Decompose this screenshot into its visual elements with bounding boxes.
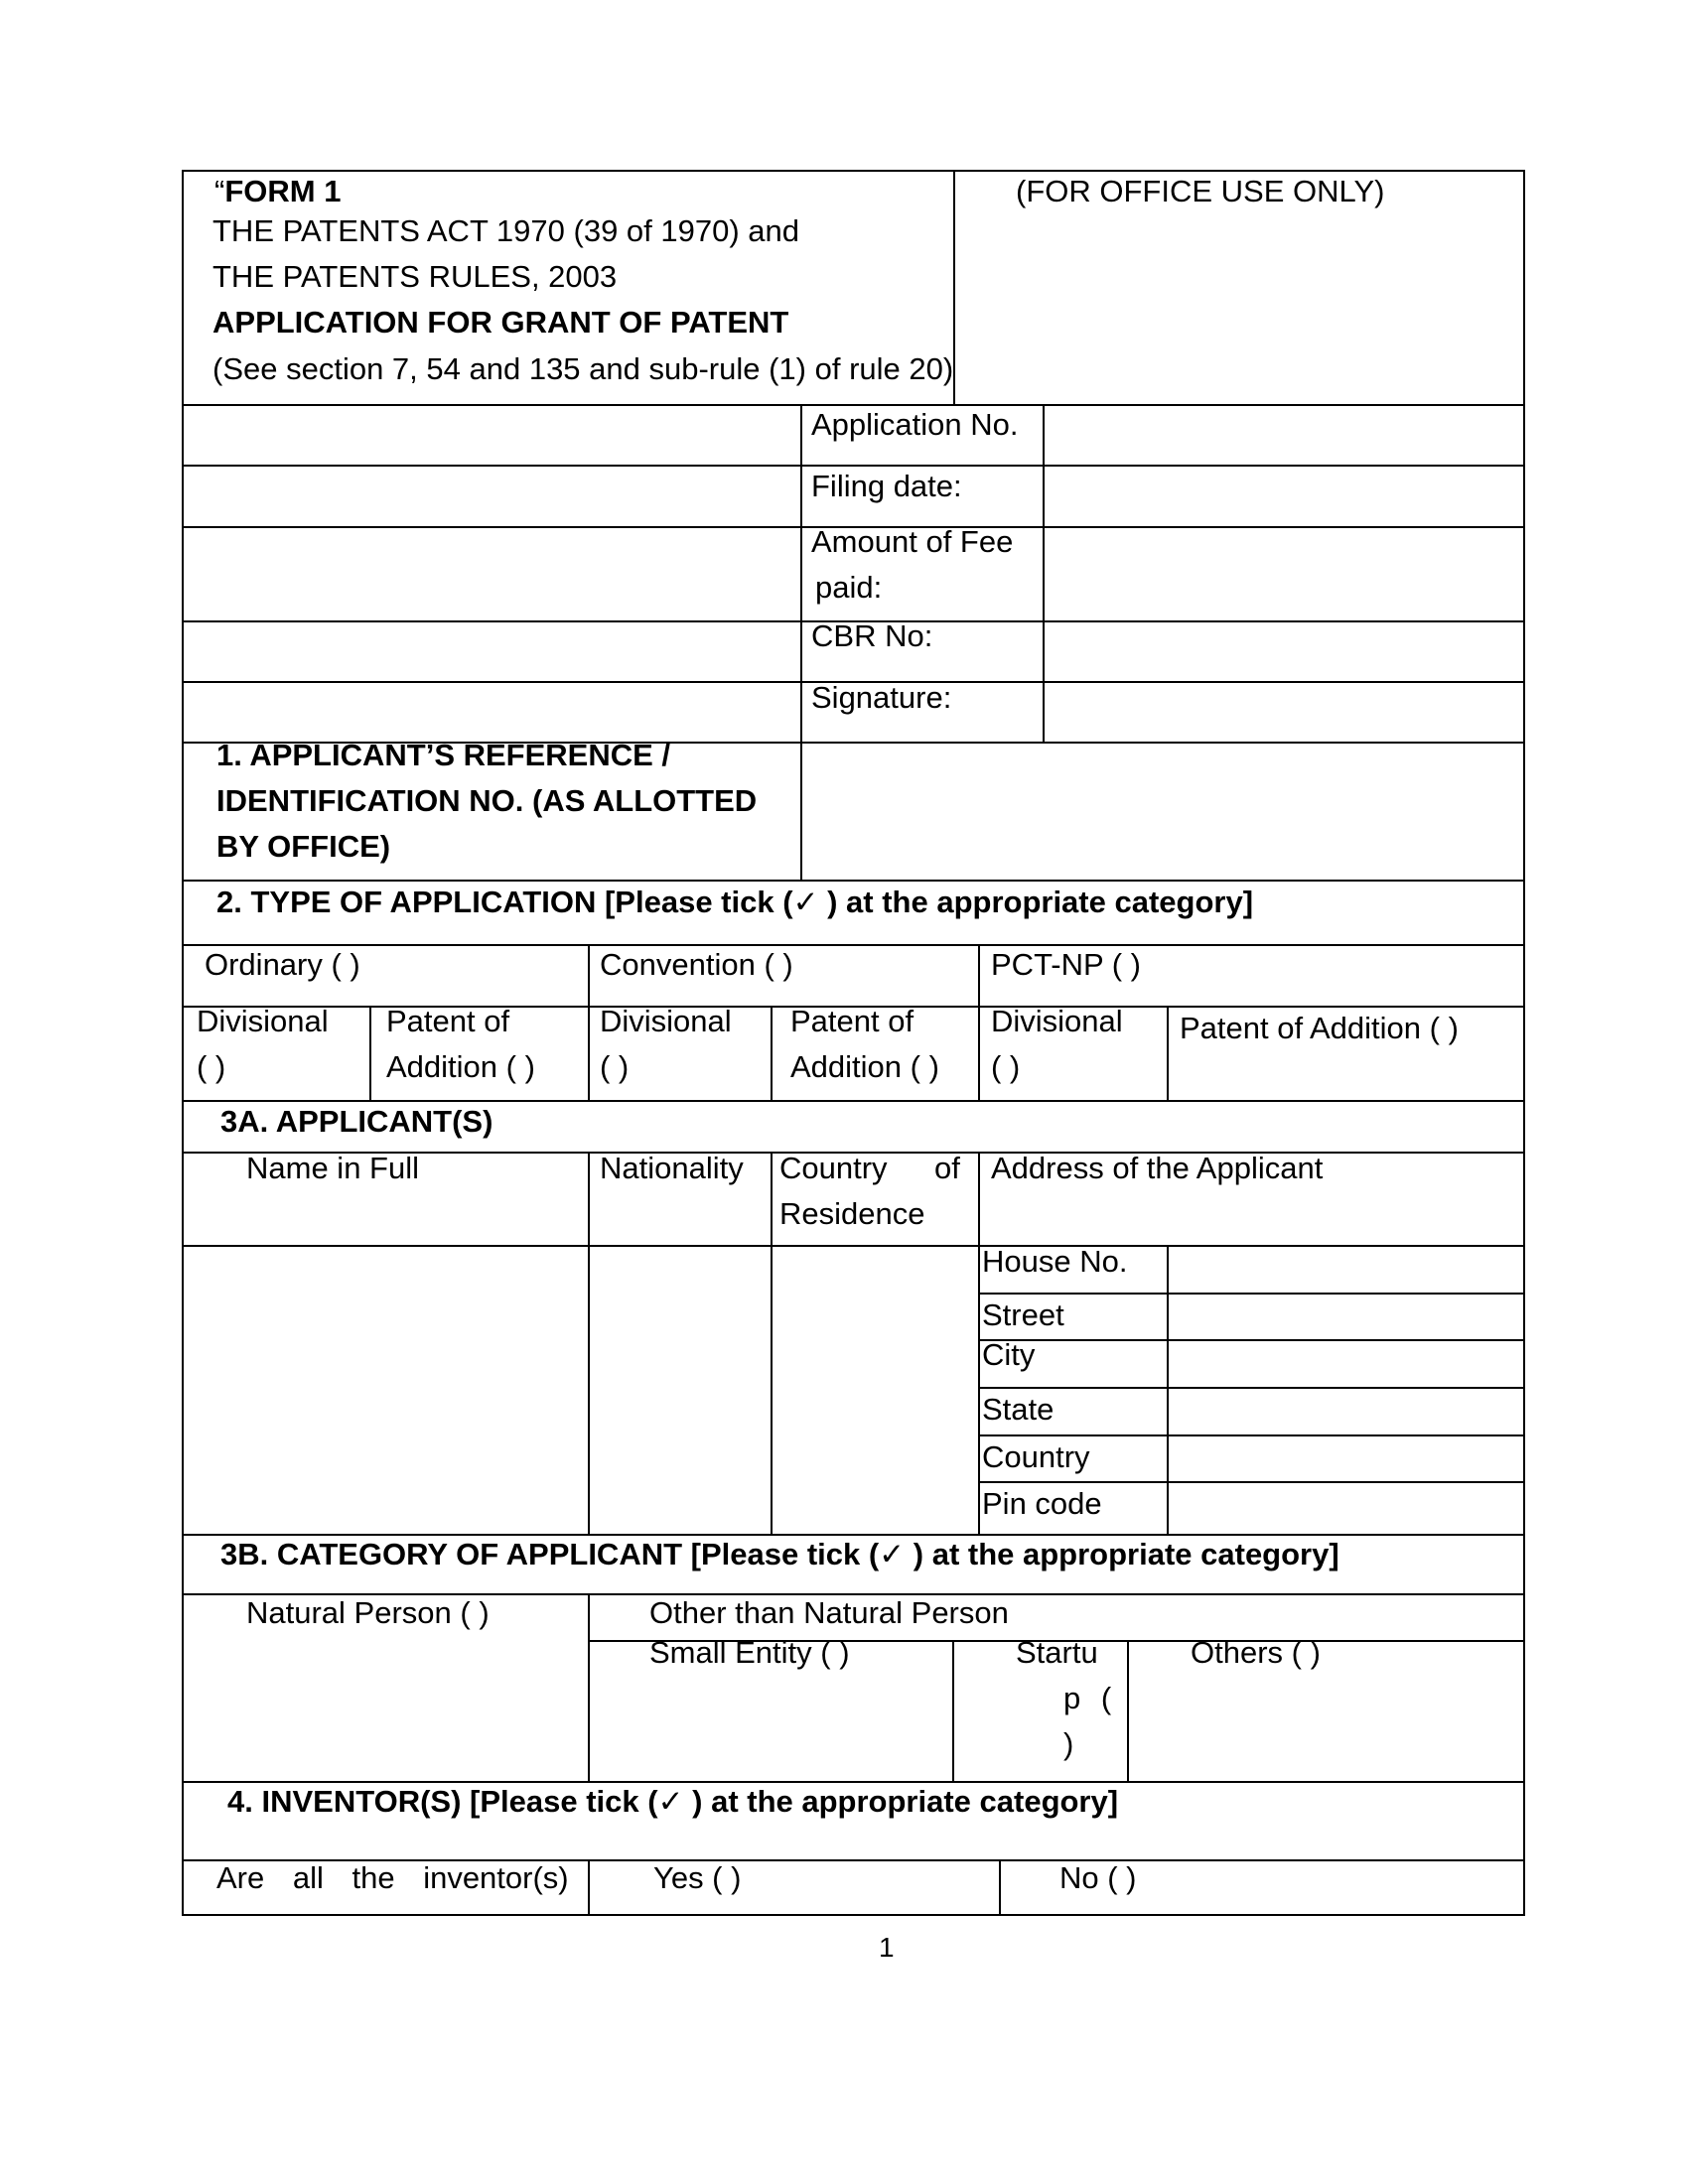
page-number: 1	[879, 1932, 895, 1963]
office-col-divider-2	[1043, 404, 1045, 743]
section1-heading-line1: 1. APPLICANT’S REFERENCE /	[216, 738, 671, 772]
small-entity-option[interactable]: Small Entity ( )	[649, 1635, 850, 1670]
subtype-divider-1	[369, 1006, 371, 1100]
type-col-divider-2	[978, 944, 980, 1100]
nationality-header: Nationality	[600, 1151, 744, 1185]
startup-option-line2: p (	[1063, 1681, 1112, 1715]
office-use-label: (FOR OFFICE USE ONLY)	[1016, 174, 1385, 208]
section1-divider	[800, 742, 802, 881]
section4-heading: 4. INVENTOR(S) [Please tick (✓ ) at the appropriate category]	[227, 1784, 1119, 1819]
subtype-divider-2	[771, 1006, 773, 1100]
amount-fee-label-2: paid:	[815, 570, 883, 605]
form-title: “FORM 1	[214, 174, 342, 208]
convention-addition-option[interactable]: Patent of	[790, 1004, 914, 1038]
inventor-divider-1	[588, 1859, 590, 1916]
country-residence-line2: Residence	[779, 1196, 925, 1231]
rules-line: THE PATENTS RULES, 2003	[212, 259, 618, 294]
address-country-label: Country	[982, 1439, 1090, 1474]
natural-person-option[interactable]: Natural Person ( )	[246, 1595, 490, 1630]
convention-option[interactable]: Convention ( )	[600, 947, 793, 982]
subtype-divider-3	[1167, 1006, 1169, 1100]
address-field-divider	[1167, 1245, 1169, 1534]
act-line: THE PATENTS ACT 1970 (39 of 1970) and	[212, 213, 800, 248]
other-than-natural-label: Other than Natural Person	[649, 1595, 1009, 1630]
pct-divisional-option[interactable]: Divisional	[991, 1004, 1123, 1038]
section3a-heading: 3A. APPLICANT(S)	[220, 1104, 493, 1139]
ordinary-addition-line2: Addition ( )	[386, 1049, 535, 1084]
category-divider	[588, 1593, 590, 1781]
convention-addition-line2: Addition ( )	[790, 1049, 939, 1084]
others-option[interactable]: Others ( )	[1191, 1635, 1321, 1670]
section-reference: (See section 7, 54 and 135 and sub-rule (1) of rule 20)	[212, 351, 954, 386]
row-line	[182, 1245, 1525, 1247]
pct-divisional-paren: ( )	[991, 1049, 1021, 1084]
type-col-divider-1	[588, 944, 590, 1100]
address-row-line	[978, 1339, 1525, 1341]
amount-fee-label: Amount of Fee	[811, 524, 1014, 559]
country-residence-header: Country	[779, 1151, 888, 1185]
address-house-no-label: House No.	[982, 1244, 1128, 1279]
startup-option[interactable]: Startu	[1016, 1635, 1098, 1670]
name-in-full-header: Name in Full	[246, 1151, 419, 1185]
application-title: APPLICATION FOR GRANT OF PATENT	[212, 305, 789, 340]
applicant-col-divider-1	[588, 1152, 590, 1534]
inventor-yes-option[interactable]: Yes ( )	[653, 1860, 742, 1895]
convention-divisional-option[interactable]: Divisional	[600, 1004, 732, 1038]
address-city-label: City	[982, 1337, 1036, 1372]
ordinary-option[interactable]: Ordinary ( )	[205, 947, 360, 982]
category-subdivider-2	[1127, 1640, 1129, 1781]
address-pin-code-label: Pin code	[982, 1486, 1102, 1521]
filing-date-label: Filing date:	[811, 469, 962, 503]
applicant-col-divider-3	[978, 1152, 980, 1534]
inventor-no-option[interactable]: No ( )	[1059, 1860, 1137, 1895]
applicant-col-divider-2	[771, 1152, 773, 1534]
section3b-heading: 3B. CATEGORY OF APPLICANT [Please tick (✓ ) at the appropriate category]	[220, 1537, 1339, 1571]
section2-heading: 2. TYPE OF APPLICATION [Please tick (✓ ) at the appropriate category]	[216, 885, 1254, 919]
header-divider	[953, 170, 955, 405]
country-residence-of: of	[934, 1151, 960, 1185]
signature-label: Signature:	[811, 680, 952, 715]
application-no-label: Application No.	[811, 407, 1019, 442]
row-line	[182, 944, 1525, 946]
ordinary-divisional-option[interactable]: Divisional	[197, 1004, 329, 1038]
section1-heading-line3: BY OFFICE)	[216, 829, 391, 864]
section1-heading-line2: IDENTIFICATION NO. (AS ALLOTTED	[216, 783, 758, 818]
startup-option-line3: )	[1063, 1726, 1074, 1761]
convention-divisional-paren: ( )	[600, 1049, 630, 1084]
cbr-no-label: CBR No:	[811, 618, 933, 653]
ordinary-addition-option[interactable]: Patent of	[386, 1004, 510, 1038]
ordinary-divisional-paren: ( )	[197, 1049, 226, 1084]
address-row-line	[978, 1387, 1525, 1389]
address-street-label: Street	[982, 1297, 1064, 1332]
category-subdivider-1	[952, 1640, 954, 1781]
inventor-divider-2	[999, 1859, 1001, 1916]
inventor-question: Are all the inventor(s)	[216, 1860, 569, 1895]
office-col-divider-1	[800, 404, 802, 743]
pct-np-option[interactable]: PCT-NP ( )	[991, 947, 1141, 982]
address-state-label: State	[982, 1392, 1055, 1427]
address-header: Address of the Applicant	[991, 1151, 1324, 1185]
pct-addition-option[interactable]: Patent of Addition ( )	[1180, 1011, 1459, 1045]
